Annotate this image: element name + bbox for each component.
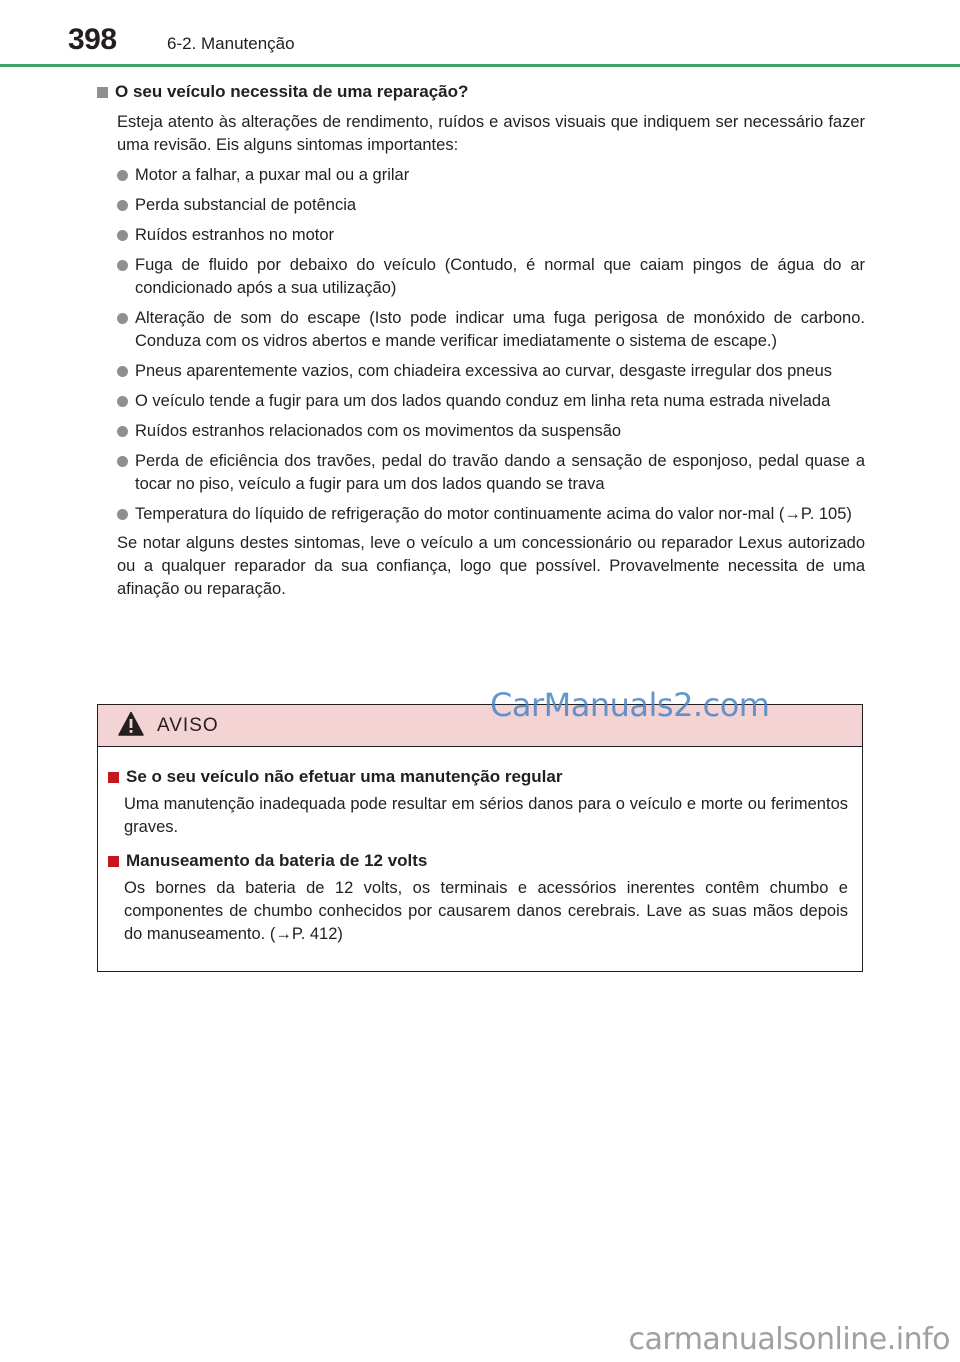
list-item-text: O veículo tende a fugir para um dos lados quando conduz em linha reta numa estrada nivelada [135,392,831,410]
square-bullet-icon [108,856,119,867]
closing-paragraph: Se notar alguns destes sintomas, leve o veículo a um concessionário ou reparador Lexus autorizado ou a qualquer reparador da sua confiança, logo que possível. Provavelmente necessita de uma afinação ou reparação. [117,534,865,598]
list-item-text: Temperatura do líquido de refrigeração do motor continuamente acima do valor nor-mal (→P. 105) [135,505,852,523]
list-item [135,390,865,413]
list-item-text: Perda de eficiência dos travões, pedal do travão dando a sensação de esponjoso, pedal quase a tocar no piso, veículo a fugir para um dos lados quando se trava [135,452,865,493]
list-item [135,360,865,383]
list-item-text: Ruídos estranhos no motor [135,226,335,244]
warning-body [98,747,862,946]
circle-bullet-icon [117,366,128,377]
circle-bullet-icon [117,456,128,467]
watermark-carmanualsonline[interactable]: carmanualsonline.info [628,1322,950,1357]
circle-bullet-icon [117,509,128,520]
circle-bullet-icon [117,260,128,271]
list-item-text: Pneus aparentemente vazios, com chiadeira excessiva ao curvar, desgaste irregular dos pneus [135,362,833,380]
circle-bullet-icon [117,396,128,407]
list-item-text: Alteração de som do escape (Isto pode indicar uma fuga perigosa de monóxido de carbono. Conduza com os vidros abertos e mande verificar imediatamente o sistema de escape.) [135,309,865,350]
warning-section-text: Os bornes da bateria de 12 volts, os terminais e acessórios inerentes contêm chumbo e componentes de chumbo conhecidos por causarem danos cerebrais. Lave as suas mãos depois do manuseamento. (→P. 412) [124,879,848,943]
warning-section-heading [108,765,848,789]
section-title: 6-2. Manutenção [167,34,295,53]
symptom-list [97,164,865,526]
list-item [135,164,865,187]
warning-section-heading-text: Manuseamento da bateria de 12 volts [126,851,428,870]
list-item-text: Motor a falhar, a puxar mal ou a grilar [135,166,410,184]
list-item [135,224,865,247]
circle-bullet-icon [117,230,128,241]
list-item-text: Fuga de fluido por debaixo do veículo (Contudo, é normal que caiam pingos de água do ar condicionado após a sua utilização) [135,256,865,297]
list-item-text: Perda substancial de potência [135,196,357,214]
warning-section-heading [108,849,848,873]
list-item [135,450,865,496]
list-item-text: Ruídos estranhos relacionados com os movimentos da suspensão [135,422,622,440]
list-item [135,503,865,526]
intro-paragraph: Esteja atento às alterações de rendimento, ruídos e avisos visuais que indiquem ser necessário fazer uma revisão. Eis alguns sintomas importantes: [117,113,865,154]
square-bullet-icon [108,772,119,783]
warning-section-text: Uma manutenção inadequada pode resultar em sérios danos para o veículo e morte ou ferimentos graves. [124,795,848,836]
main-content [97,80,865,601]
warning-section-heading-text: Se o seu veículo não efetuar uma manutenção regular [126,767,563,786]
header-rule [0,64,960,67]
circle-bullet-icon [117,426,128,437]
circle-bullet-icon [117,200,128,211]
main-heading [97,80,865,104]
list-item [135,254,865,300]
list-item [135,420,865,443]
warning-triangle-icon [118,711,144,737]
main-heading-text: O seu veículo necessita de uma reparação? [115,82,469,101]
page-number: 398 [68,23,117,56]
watermark-carmanuals2[interactable]: CarManuals2.com [490,686,770,724]
warning-title: AVISO [157,715,219,736]
list-item [135,194,865,217]
warning-box [97,704,863,972]
circle-bullet-icon [117,313,128,324]
square-bullet-icon [97,87,108,98]
circle-bullet-icon [117,170,128,181]
list-item [135,307,865,353]
